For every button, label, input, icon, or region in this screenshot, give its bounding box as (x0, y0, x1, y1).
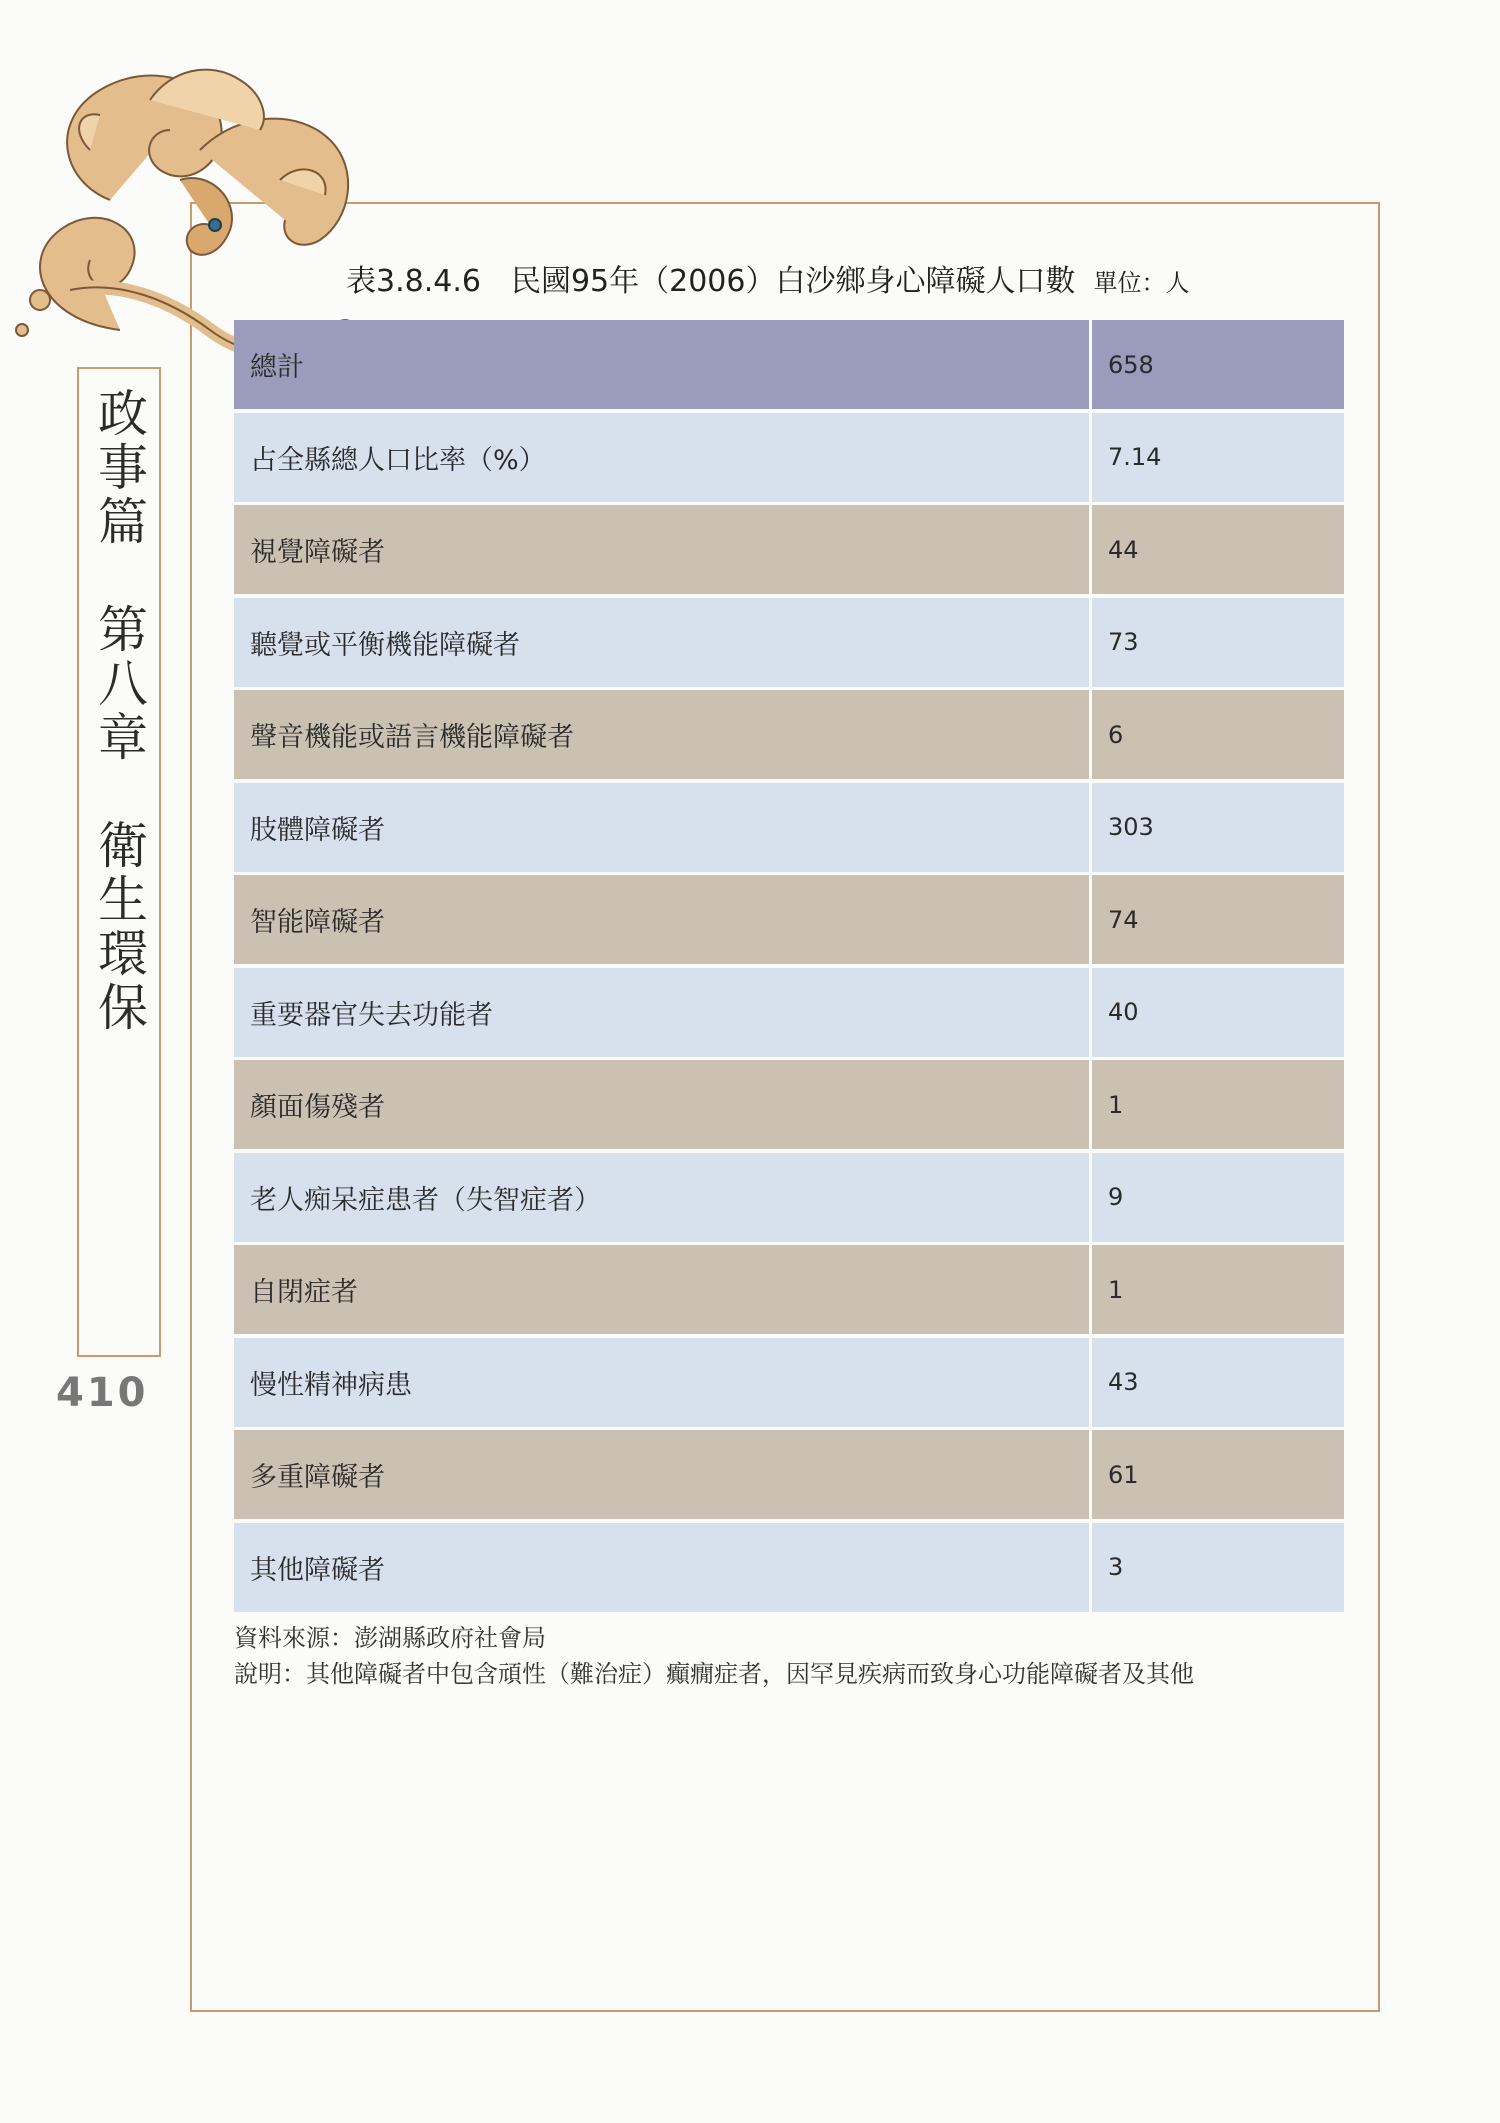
row-value: 3 (1092, 1523, 1344, 1612)
table-row (234, 968, 1344, 1057)
row-label: 慢性精神病患 (234, 1338, 1089, 1427)
table-notes (234, 1620, 1344, 1692)
row-value: 6 (1092, 690, 1344, 779)
row-value: 73 (1092, 598, 1344, 687)
table-row (234, 690, 1344, 779)
row-label: 總計 (234, 320, 1089, 409)
row-label: 自閉症者 (234, 1245, 1089, 1334)
row-label: 重要器官失去功能者 (234, 968, 1089, 1057)
source-note-key: 資料來源： (234, 1624, 354, 1652)
table-row (234, 1338, 1344, 1427)
table-row-total (234, 320, 1344, 409)
table-row (234, 875, 1344, 964)
chapter-vertical-title: 政事篇 第八章 衛生環保 (90, 387, 148, 1035)
page-number: 410 (56, 1370, 149, 1416)
table-row (234, 598, 1344, 687)
table-title-text: 表3.8.4.6 民國95年（2006）白沙鄉身心障礙人口數 (346, 264, 1076, 299)
explain-note (234, 1656, 1344, 1692)
row-value: 43 (1092, 1338, 1344, 1427)
table-unit: 單位：人 (1093, 269, 1190, 297)
table-row (234, 1153, 1344, 1242)
row-label: 多重障礙者 (234, 1430, 1089, 1519)
row-label: 肢體障礙者 (234, 783, 1089, 872)
chapter-sidebar-box (77, 367, 161, 1357)
row-value: 658 (1092, 320, 1344, 409)
row-label: 聽覺或平衡機能障礙者 (234, 598, 1089, 687)
table-row (234, 1245, 1344, 1334)
row-label: 顏面傷殘者 (234, 1060, 1089, 1149)
explain-note-text: 其他障礙者中包含頑性（難治症）癲癇症者，因罕見疾病而致身心功能障礙者及其他 (306, 1660, 1194, 1688)
table-row (234, 1430, 1344, 1519)
explain-note-key: 說明： (234, 1660, 306, 1688)
row-value: 7.14 (1092, 413, 1344, 502)
source-note (234, 1620, 1344, 1656)
source-note-text: 澎湖縣政府社會局 (354, 1624, 546, 1652)
disability-table (234, 320, 1344, 1615)
row-label: 占全縣總人口比率（%） (234, 413, 1089, 502)
table-row (234, 1523, 1344, 1612)
table-row (234, 1060, 1344, 1149)
row-value: 9 (1092, 1153, 1344, 1242)
row-label: 其他障礙者 (234, 1523, 1089, 1612)
row-value: 1 (1092, 1245, 1344, 1334)
row-value: 1 (1092, 1060, 1344, 1149)
table-row (234, 783, 1344, 872)
row-value: 303 (1092, 783, 1344, 872)
table-title (346, 256, 1346, 306)
row-value: 40 (1092, 968, 1344, 1057)
row-label: 智能障礙者 (234, 875, 1089, 964)
row-value: 61 (1092, 1430, 1344, 1519)
table-row (234, 413, 1344, 502)
row-label: 老人痴呆症患者（失智症者） (234, 1153, 1089, 1242)
row-label: 聲音機能或語言機能障礙者 (234, 690, 1089, 779)
row-value: 44 (1092, 505, 1344, 594)
table-row (234, 505, 1344, 594)
row-label: 視覺障礙者 (234, 505, 1089, 594)
row-value: 74 (1092, 875, 1344, 964)
